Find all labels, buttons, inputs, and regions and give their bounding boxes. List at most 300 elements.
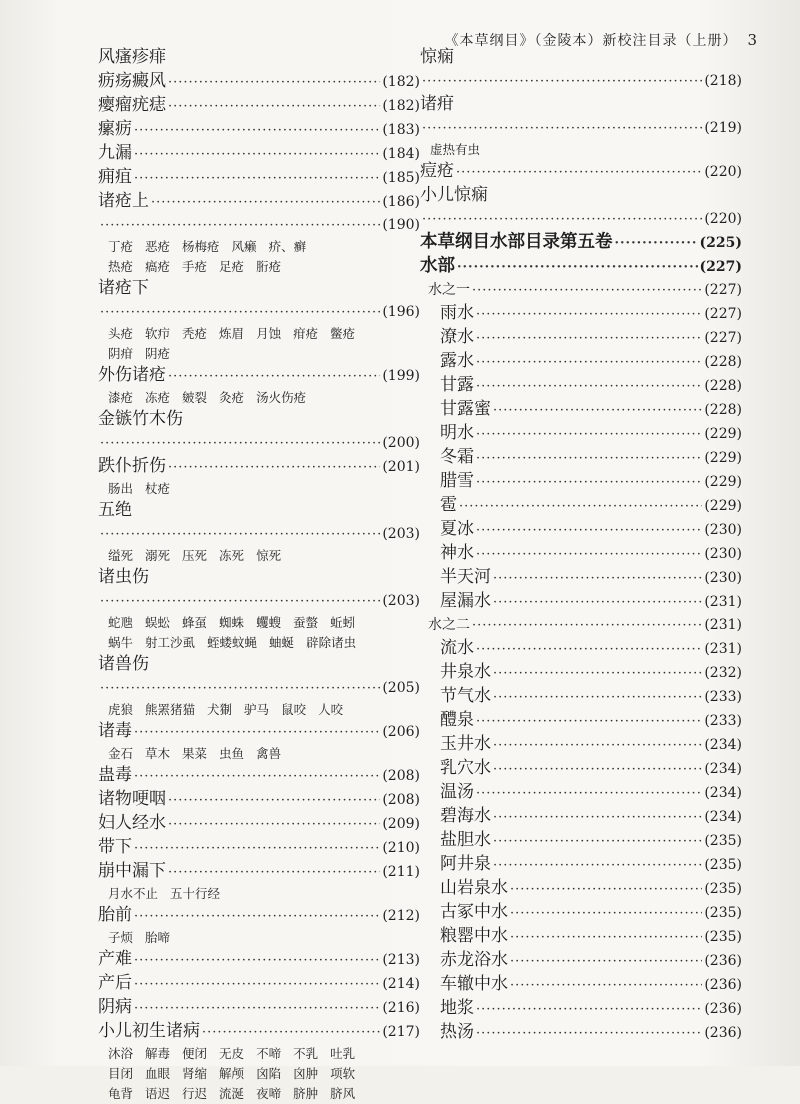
note-term: 犬猘 — [207, 702, 233, 717]
entry-label: 崩中漏下 — [98, 861, 166, 881]
entry-label: 蛊毒 — [98, 765, 132, 785]
entry-page-number: (228) — [704, 354, 742, 370]
toc-column-right — [420, 46, 742, 1045]
dot-leader — [168, 813, 380, 836]
entry-page-number: (218) — [704, 73, 742, 89]
toc-entry — [98, 70, 420, 94]
entry-label: 粮罂中水 — [440, 926, 508, 946]
dot-leader — [476, 782, 702, 805]
entry-page-number: (228) — [704, 378, 742, 394]
dot-leader — [510, 974, 702, 997]
entry-label: 水之二 — [428, 617, 470, 633]
notes-line — [430, 140, 742, 160]
dot-leader — [476, 351, 702, 374]
dot-leader — [493, 854, 702, 877]
note-term: 不乳 — [293, 1046, 319, 1061]
dot-leader — [472, 279, 702, 302]
entry-page-number: (230) — [704, 522, 742, 538]
toc-entry — [98, 364, 420, 388]
note-term: 项软 — [330, 1066, 356, 1081]
toc-item — [420, 877, 742, 901]
entry-page-number: (227) — [699, 259, 742, 275]
entry-label: 诸毒 — [98, 721, 132, 741]
toc-entry — [420, 160, 742, 184]
entry-label: 跌仆折伤 — [98, 456, 166, 476]
note-term: 肠出 — [108, 481, 134, 496]
toc-item — [420, 949, 742, 973]
entry-label: 雹 — [440, 495, 457, 515]
note-term: 解颅 — [219, 1066, 245, 1081]
note-term: 囟肿 — [293, 1066, 319, 1081]
toc-entry — [98, 788, 420, 812]
entry-label: 外伤诸疮 — [98, 365, 166, 385]
entry-page-number: (183) — [382, 122, 420, 138]
entry-page-number: (235) — [704, 833, 742, 849]
note-term: 行迟 — [182, 1086, 208, 1101]
entry-page-number: (233) — [704, 689, 742, 705]
note-term: 子烦 — [108, 930, 134, 945]
entry-page-number: (208) — [382, 768, 420, 784]
dot-leader — [615, 232, 698, 255]
entry-label: 夏冰 — [440, 519, 474, 539]
toc-entry — [420, 208, 742, 231]
note-term: 语迟 — [145, 1086, 171, 1101]
entry-page-number: (229) — [704, 474, 742, 490]
entry-label: 产难 — [98, 949, 132, 969]
note-term: 鼠咬 — [281, 702, 307, 717]
note-term: 杨梅疮 — [182, 239, 220, 254]
entry-page-number: (234) — [704, 785, 742, 801]
entry-label: 冬霜 — [440, 447, 474, 467]
dot-leader — [493, 399, 702, 422]
note-term: 虎狼 — [108, 702, 134, 717]
dot-leader — [472, 614, 702, 637]
dot-leader — [493, 830, 702, 853]
notes-line — [108, 479, 420, 499]
toc-entry — [420, 70, 742, 93]
entry-page-number: (196) — [382, 304, 420, 320]
note-term: 蜂虿 — [182, 615, 208, 630]
entry-label: 胎前 — [98, 905, 132, 925]
entry-page-number: (201) — [382, 459, 420, 475]
dot-leader — [100, 301, 380, 324]
note-term: 草木 — [145, 746, 171, 761]
note-term: 蜘蛛 — [219, 615, 245, 630]
toc-entry — [420, 117, 742, 140]
dot-leader — [493, 758, 702, 781]
dot-leader — [134, 973, 380, 996]
entry-page-number: (225) — [699, 235, 742, 251]
note-term: 禽兽 — [256, 746, 282, 761]
note-term: 目闭 — [108, 1066, 134, 1081]
dot-leader — [168, 365, 380, 388]
toc-entry — [98, 277, 420, 301]
note-term: 射工沙虱 — [145, 635, 196, 650]
toc-entry — [98, 214, 420, 237]
note-term: 流涎 — [219, 1086, 245, 1101]
entry-page-number: (211) — [382, 864, 420, 880]
note-term: 血眼 — [145, 1066, 171, 1081]
entry-page-number: (214) — [382, 976, 420, 992]
toc-entry — [98, 94, 420, 118]
entry-label: 小儿初生诸病 — [98, 1021, 200, 1041]
notes-line — [108, 1084, 420, 1104]
note-term: 吐乳 — [330, 1046, 356, 1061]
note-term: 漆疮 — [108, 390, 134, 405]
note-term: 夜啼 — [256, 1086, 282, 1101]
note-term: 溺死 — [145, 548, 171, 563]
dot-leader — [476, 1022, 702, 1045]
dot-leader — [134, 721, 380, 744]
sub-entry-notes — [98, 700, 420, 720]
entry-label: 节气水 — [440, 686, 491, 706]
entry-label: 热汤 — [440, 1022, 474, 1042]
toc-entry — [98, 653, 420, 677]
dot-leader — [493, 686, 702, 709]
entry-page-number: (230) — [704, 546, 742, 562]
entry-label: 诸兽伤 — [98, 654, 149, 674]
toc-entry — [98, 677, 420, 700]
entry-label: 产后 — [98, 973, 132, 993]
entry-label: 本草纲目水部目录第五卷 — [420, 232, 613, 252]
toc-item — [420, 470, 742, 494]
dot-leader — [476, 471, 702, 494]
dot-leader — [100, 590, 380, 613]
toc-entry — [98, 499, 420, 523]
page-number: 3 — [747, 31, 758, 49]
dot-leader — [422, 117, 702, 140]
entry-page-number: (182) — [382, 74, 420, 90]
entry-page-number: (231) — [704, 617, 742, 633]
dot-leader — [476, 710, 702, 733]
toc-item — [420, 374, 742, 398]
note-term: 压死 — [182, 548, 208, 563]
dot-leader — [476, 327, 702, 350]
sub-entry-notes — [420, 140, 742, 160]
note-term: 蜈蚣 — [145, 615, 171, 630]
toc-entry — [98, 142, 420, 166]
entry-page-number: (190) — [382, 217, 420, 233]
dot-leader — [476, 519, 702, 542]
notes-line — [108, 700, 420, 720]
notes-line — [108, 257, 420, 277]
entry-page-number: (206) — [382, 724, 420, 740]
entry-label: 温汤 — [440, 782, 474, 802]
toc-entry — [420, 46, 742, 70]
dot-leader — [151, 191, 380, 214]
entry-label: 露水 — [440, 351, 474, 371]
dot-leader — [510, 902, 702, 925]
toc-entry — [98, 972, 420, 996]
toc-entry — [98, 455, 420, 479]
entry-label: 井泉水 — [440, 662, 491, 682]
entry-page-number: (227) — [704, 282, 742, 298]
note-term: 瘑疮 — [145, 259, 171, 274]
toc-entry — [98, 46, 420, 70]
dot-leader — [168, 789, 380, 812]
entry-page-number: (220) — [704, 211, 742, 227]
entry-page-number: (232) — [704, 665, 742, 681]
entry-page-number: (230) — [704, 570, 742, 586]
entry-page-number: (229) — [704, 498, 742, 514]
toc-entry — [98, 764, 420, 788]
note-term: 丁疮 — [108, 239, 134, 254]
dot-leader — [422, 208, 702, 231]
notes-line — [108, 928, 420, 948]
entry-page-number: (229) — [704, 426, 742, 442]
entry-label: 五绝 — [98, 500, 132, 520]
entry-label: 诸疳 — [420, 94, 454, 114]
notes-line — [108, 324, 420, 344]
entry-page-number: (208) — [382, 792, 420, 808]
note-term: 鳖疮 — [330, 326, 356, 341]
entry-label: 水部 — [420, 256, 455, 276]
dot-leader — [134, 143, 380, 166]
entry-page-number: (231) — [704, 641, 742, 657]
entry-page-number: (228) — [704, 402, 742, 418]
entry-label: 妇人经水 — [98, 813, 166, 833]
toc-item — [420, 925, 742, 949]
toc-entry — [98, 836, 420, 860]
notes-line — [108, 633, 420, 653]
note-term: 脐风 — [330, 1086, 356, 1101]
entry-label: 腊雪 — [440, 471, 474, 491]
sub-entry-notes — [98, 388, 420, 408]
note-term: 热疮 — [108, 259, 134, 274]
toc-entry — [98, 301, 420, 324]
note-term: 灸疮 — [219, 390, 245, 405]
toc-entry — [420, 93, 742, 117]
sub-entry-notes — [98, 479, 420, 499]
toc-item — [420, 350, 742, 374]
dot-leader — [476, 998, 702, 1021]
entry-label: 潦水 — [440, 327, 474, 347]
entry-page-number: (212) — [382, 908, 420, 924]
entry-page-number: (182) — [382, 98, 420, 114]
dot-leader — [457, 256, 698, 279]
entry-page-number: (184) — [382, 146, 420, 162]
dot-leader — [202, 1021, 380, 1044]
toc-item — [420, 326, 742, 350]
toc-item — [420, 805, 742, 829]
entry-label: 赤龙浴水 — [440, 950, 508, 970]
entry-page-number: (217) — [382, 1024, 420, 1040]
sub-entry-notes — [98, 744, 420, 764]
entry-page-number: (236) — [704, 977, 742, 993]
note-term: 手疮 — [182, 259, 208, 274]
entry-label: 阴病 — [98, 997, 132, 1017]
sub-entry-notes — [98, 237, 420, 277]
sub-entry-notes — [98, 884, 420, 904]
entry-page-number: (203) — [382, 526, 420, 542]
entry-page-number: (209) — [382, 816, 420, 832]
note-term: 胎啼 — [145, 930, 171, 945]
entry-label: 小儿惊痫 — [420, 185, 488, 205]
dot-leader — [168, 95, 380, 118]
dot-leader — [134, 905, 380, 928]
note-term: 虚热有虫 — [430, 142, 481, 157]
note-term: 阴疮 — [145, 346, 171, 361]
entry-label: 痈疽 — [98, 167, 132, 187]
entry-label: 瘰疬 — [98, 119, 132, 139]
note-term: 驴马 — [244, 702, 270, 717]
entry-label: 流水 — [440, 638, 474, 658]
entry-label: 玉井水 — [440, 734, 491, 754]
toc-item — [420, 398, 742, 422]
entry-page-number: (229) — [704, 450, 742, 466]
note-term: 蠼螋 — [256, 615, 282, 630]
toc-item — [420, 446, 742, 470]
note-term: 疥、癣 — [268, 239, 307, 254]
entry-page-number: (233) — [704, 713, 742, 729]
note-term: 恶疮 — [145, 239, 171, 254]
toc-entry — [98, 566, 420, 590]
entry-label: 诸疮上 — [98, 191, 149, 211]
dot-leader — [476, 543, 702, 566]
toc-item — [420, 1021, 742, 1045]
note-term: 月蚀 — [256, 326, 282, 341]
toc-item — [420, 302, 742, 326]
dot-leader — [510, 878, 702, 901]
entry-label: 乳穴水 — [440, 758, 491, 778]
entry-page-number: (185) — [382, 170, 420, 186]
note-term: 便闭 — [182, 1046, 208, 1061]
toc-item — [420, 590, 742, 614]
dot-leader — [459, 495, 702, 518]
sub-entry-notes — [98, 928, 420, 948]
toc-item — [420, 494, 742, 518]
entry-label: 带下 — [98, 837, 132, 857]
sub-entry-notes — [98, 546, 420, 566]
notes-line — [108, 884, 420, 904]
dot-leader — [422, 70, 702, 93]
notes-line — [108, 744, 420, 764]
toc-entry — [98, 408, 420, 432]
entry-label: 金镞竹木伤 — [98, 409, 183, 429]
dot-leader — [134, 837, 380, 860]
entry-label: 诸疮下 — [98, 278, 149, 298]
dot-leader — [476, 375, 702, 398]
dot-leader — [476, 423, 702, 446]
dot-leader — [134, 119, 380, 142]
toc-entry — [98, 590, 420, 613]
dot-leader — [476, 303, 702, 326]
dot-leader — [100, 523, 380, 546]
entry-page-number: (216) — [382, 1000, 420, 1016]
entry-label: 半天河 — [440, 567, 491, 587]
dot-leader — [134, 997, 380, 1020]
note-term: 脐肿 — [293, 1086, 319, 1101]
toc-item — [420, 422, 742, 446]
notes-line — [108, 237, 420, 257]
notes-line — [108, 344, 420, 364]
note-term: 惊死 — [256, 548, 282, 563]
toc-item — [420, 709, 742, 733]
entry-page-number: (234) — [704, 809, 742, 825]
toc-entry — [420, 184, 742, 208]
dot-leader — [493, 591, 702, 614]
toc-entry — [98, 860, 420, 884]
toc-entry — [98, 1020, 420, 1044]
note-term: 缢死 — [108, 548, 134, 563]
note-term: 软疖 — [145, 326, 171, 341]
entry-label: 屋漏水 — [440, 591, 491, 611]
note-term: 蚕螫 — [293, 615, 319, 630]
entry-page-number: (235) — [704, 881, 742, 897]
entry-label: 水之一 — [428, 282, 470, 298]
dot-leader — [100, 214, 380, 237]
notes-line — [108, 613, 420, 633]
entry-page-number: (220) — [704, 164, 742, 180]
entry-label: 阿井泉 — [440, 854, 491, 874]
note-term: 蛭蝼蚊蝇 — [207, 635, 258, 650]
entry-page-number: (210) — [382, 840, 420, 856]
toc-item — [420, 685, 742, 709]
note-term: 冻死 — [219, 548, 245, 563]
entry-page-number: (205) — [382, 680, 420, 696]
toc-entry — [98, 812, 420, 836]
entry-label: 惊痫 — [420, 47, 454, 67]
running-title: 《本草纲目》（金陵本）新校注目录（上册） — [444, 33, 738, 49]
note-term: 阴疳 — [108, 346, 134, 361]
sub-entry-notes — [98, 324, 420, 364]
note-term: 金石 — [108, 746, 134, 761]
dot-leader — [493, 662, 702, 685]
entry-label: 碧海水 — [440, 806, 491, 826]
entry-page-number: (219) — [704, 120, 742, 136]
entry-page-number: (235) — [704, 929, 742, 945]
note-term: 蚰蜒 — [269, 635, 295, 650]
entry-page-number: (236) — [704, 1025, 742, 1041]
entry-label: 神水 — [440, 543, 474, 563]
entry-page-number: (213) — [382, 952, 420, 968]
toc-item — [420, 997, 742, 1021]
entry-label: 古冢中水 — [440, 902, 508, 922]
entry-page-number: (203) — [382, 593, 420, 609]
dot-leader — [168, 861, 380, 884]
entry-label: 甘露蜜 — [440, 399, 491, 419]
toc-heading — [420, 231, 742, 255]
note-term: 五十行经 — [170, 886, 221, 901]
notes-line — [108, 388, 420, 408]
toc-item — [420, 661, 742, 685]
entry-page-number: (231) — [704, 594, 742, 610]
dot-leader — [476, 638, 702, 661]
note-term: 肾缩 — [182, 1066, 208, 1081]
toc-item — [420, 637, 742, 661]
note-term: 熊罴猪猫 — [145, 702, 196, 717]
entry-label: 风瘙疹痱 — [98, 47, 166, 67]
entry-label: 盐胆水 — [440, 830, 491, 850]
entry-label: 地浆 — [440, 998, 474, 1018]
note-term: 果菜 — [182, 746, 208, 761]
entry-label: 雨水 — [440, 303, 474, 323]
dot-leader — [134, 949, 380, 972]
note-term: 龟背 — [108, 1086, 134, 1101]
toc-subsection — [420, 279, 742, 302]
notes-line — [108, 1064, 420, 1084]
dot-leader — [510, 926, 702, 949]
entry-label: 车辙中水 — [440, 974, 508, 994]
toc-entry — [98, 904, 420, 928]
note-term: 解毒 — [145, 1046, 171, 1061]
note-term: 足疮 — [219, 259, 245, 274]
toc-item — [420, 853, 742, 877]
entry-page-number: (227) — [704, 306, 742, 322]
note-term: 冻疮 — [145, 390, 171, 405]
note-term: 人咬 — [318, 702, 344, 717]
note-term: 杖疮 — [145, 481, 171, 496]
